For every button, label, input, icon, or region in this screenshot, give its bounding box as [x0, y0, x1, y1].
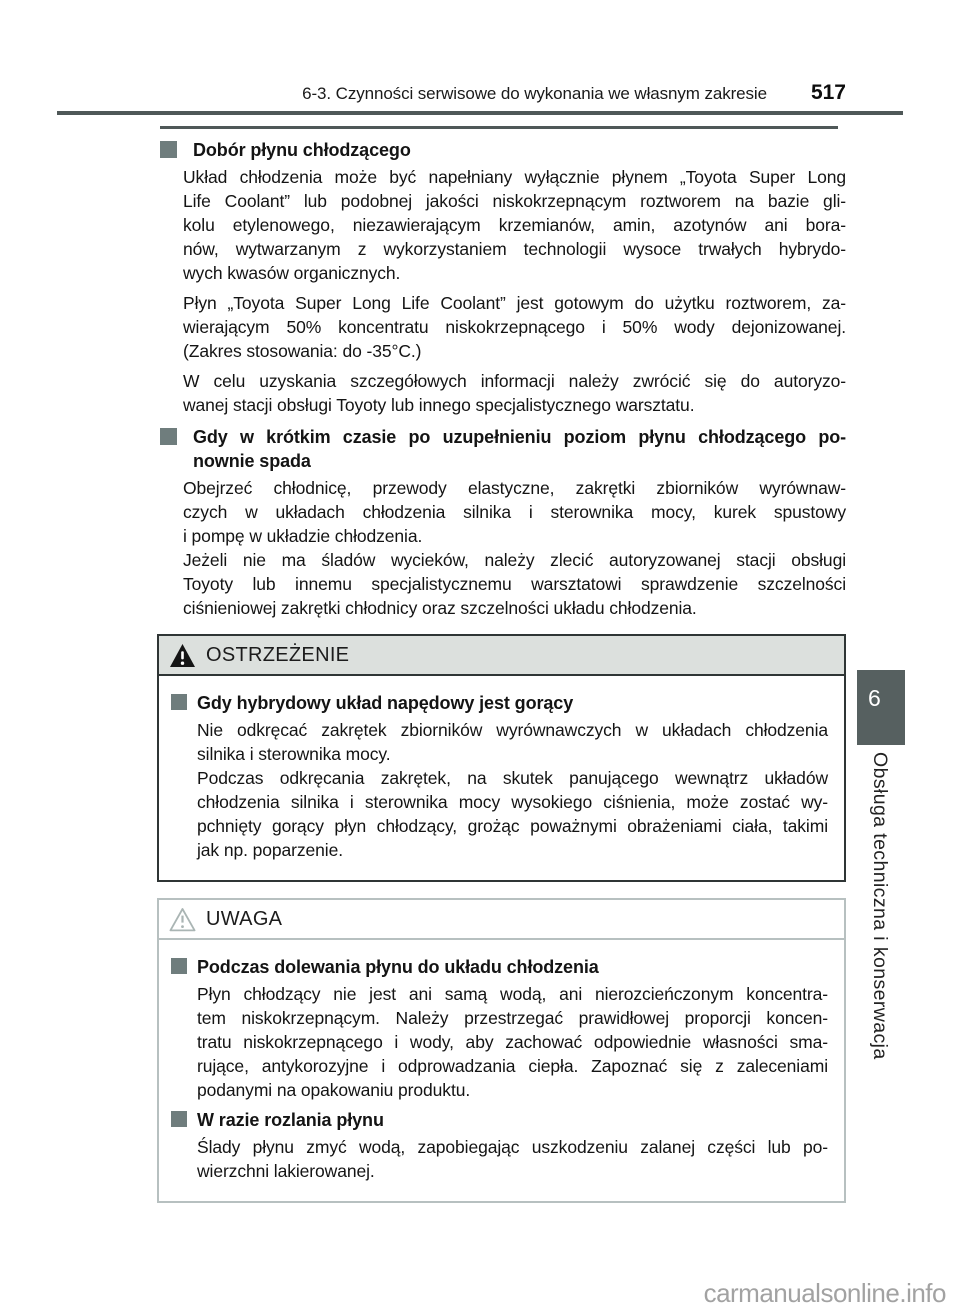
paragraph [183, 476, 846, 548]
caution-box-title: UWAGA [206, 908, 283, 930]
chapter-tab [857, 670, 905, 745]
caution-triangle-outline-icon [169, 907, 196, 932]
caution-heading: W razie rozlania płynu [197, 1110, 384, 1130]
square-bullet-icon [160, 428, 177, 445]
text-line: wierzchni lakierowanej. [197, 1161, 375, 1181]
text-line: kolu etylenowego, niezawierającym krzemianów, amin, azotynów ani bora- [183, 215, 846, 235]
text-line: i pompę w układzie chłodzenia. [183, 526, 423, 546]
square-bullet-icon [171, 694, 187, 710]
text-line: jak np. poparzenie. [197, 840, 343, 860]
text-line: pchnięty gorący płyn chłodzący, grożąc poważnymi obrażeniami ciała, takimi [197, 816, 828, 836]
breadcrumb: 6-3. Czynności serwisowe do wykonania we własnym zakresie [302, 84, 767, 103]
paragraph [197, 766, 828, 862]
warning-box-title: OSTRZEŻENIE [206, 644, 350, 666]
square-bullet-icon [171, 958, 187, 974]
page-header [0, 81, 846, 105]
header-rule [57, 111, 903, 115]
section-coolant-level-drops [160, 425, 846, 620]
text-line: Toyoty lub innemu specjalistycznemu warsztatowi sprawdzenie szczelności [183, 574, 846, 594]
paragraph [197, 982, 828, 1102]
paragraph [183, 369, 846, 417]
text-line: tratu niskokrzepnącego i wody, aby zachować odpowiednie własności sma- [197, 1032, 828, 1052]
text-line: W celu uzyskania szczegółowych informacji należy zwrócić się do autoryzo- [183, 371, 846, 391]
section-heading: Dobór płynu chłodzącego [193, 140, 411, 160]
text-line: tem niskokrzepnącym. Należy przestrzegać prawidłowej proporcji koncen- [197, 1008, 828, 1028]
paragraph [183, 165, 846, 285]
warning-box [157, 634, 846, 882]
section-heading-row [160, 425, 846, 473]
paragraph [183, 548, 846, 620]
chapter-number: 6 [868, 685, 881, 711]
warning-heading: Gdy hybrydowy układ napędowy jest gorący [197, 693, 574, 713]
section-coolant-selection [160, 138, 846, 417]
text-line: chłodzenia silnika i sterownika mocy wysokiego ciśnienia, może zostać wy- [197, 792, 828, 812]
text-line: nów, wytwarzanym z wykorzystaniem technologii wysoce trwałych hybrydo- [183, 239, 846, 259]
page-number: 517 [810, 81, 846, 104]
caution-box-header [159, 900, 844, 940]
text-line: Płyn „Toyota Super Long Life Coolant” jest gotowym do użytku roztworem, za- [183, 293, 846, 313]
caution-box-body [159, 940, 844, 1201]
text-line: Obejrzeć chłodnicę, przewody elastyczne, zakrętki zbiorników wyrównaw- [183, 478, 846, 498]
text-line: silnika i sterownika mocy. [197, 744, 391, 764]
square-bullet-icon [171, 1111, 187, 1127]
paragraph [183, 291, 846, 363]
text-line: podanymi na opakowaniu produktu. [197, 1080, 471, 1100]
section-heading [193, 425, 846, 473]
text-line: Gdy w krótkim czasie po uzupełnieniu poziom płynu chłodzącego po- [193, 427, 846, 447]
text-line: wych kwasów organicznych. [183, 263, 401, 283]
caution-heading: Podczas dolewania płynu do układu chłodzenia [197, 957, 599, 977]
caution-heading-row [171, 1108, 828, 1132]
text-line: rujące, antykorozyjne i odprowadzania ciepła. Zapoznać się z zaleceniami [197, 1056, 828, 1076]
warning-box-header [159, 636, 844, 676]
warning-box-body [159, 676, 844, 880]
text-line: wanej stacji obsługi Toyoty lub innego specjalistycznego warsztatu. [183, 395, 695, 415]
text-line: czych w układach chłodzenia silnika i sterownika mocy, kurek spustowy [183, 502, 846, 522]
text-line: Układ chłodzenia może być napełniany wyłącznie płynem „Toyota Super Long [183, 167, 846, 187]
text-line: ciśnieniowej zakrętki chłodnicy oraz szczelności układu chłodzenia. [183, 598, 697, 618]
text-line: wierającym 50% koncentratu niskokrzepnącego i 50% wody dejonizowanej. [183, 317, 846, 337]
section-heading-row [160, 138, 846, 162]
warning-triangle-filled-icon [169, 643, 196, 668]
caution-heading-row [171, 955, 828, 979]
content-column [160, 126, 846, 1203]
text-line: Jeżeli nie ma śladów wycieków, należy zlecić autoryzowanej stacji obsługi [183, 550, 846, 570]
paragraph [197, 1135, 828, 1183]
chapter-title-vertical: Obsługa techniczna i konserwacja [869, 752, 891, 1060]
text-line: Ślady płynu zmyć wodą, zapobiegając uszkodzeniu zalanej części lub po- [197, 1137, 828, 1157]
caution-box [157, 898, 846, 1203]
content-top-rule [160, 126, 838, 129]
paragraph [197, 718, 828, 766]
text-line: Nie odkręcać zakrętek zbiorników wyrównawczych w układach chłodzenia [197, 720, 828, 740]
text-line: Life Coolant” lub podobnej jakości niskokrzepnącym roztworem na bazie gli- [183, 191, 846, 211]
text-line: Płyn chłodzący nie jest ani samą wodą, ani nierozcieńczonym koncentra- [197, 984, 828, 1004]
watermark: carmanualsonline.info [703, 1278, 946, 1308]
text-line: Podczas odkręcania zakrętek, na skutek panującego wewnątrz układów [197, 768, 828, 788]
text-line: (Zakres stosowania: do -35°C.) [183, 341, 422, 361]
text-line: nownie spada [193, 451, 311, 471]
square-bullet-icon [160, 141, 177, 158]
warning-heading-row [171, 691, 828, 715]
